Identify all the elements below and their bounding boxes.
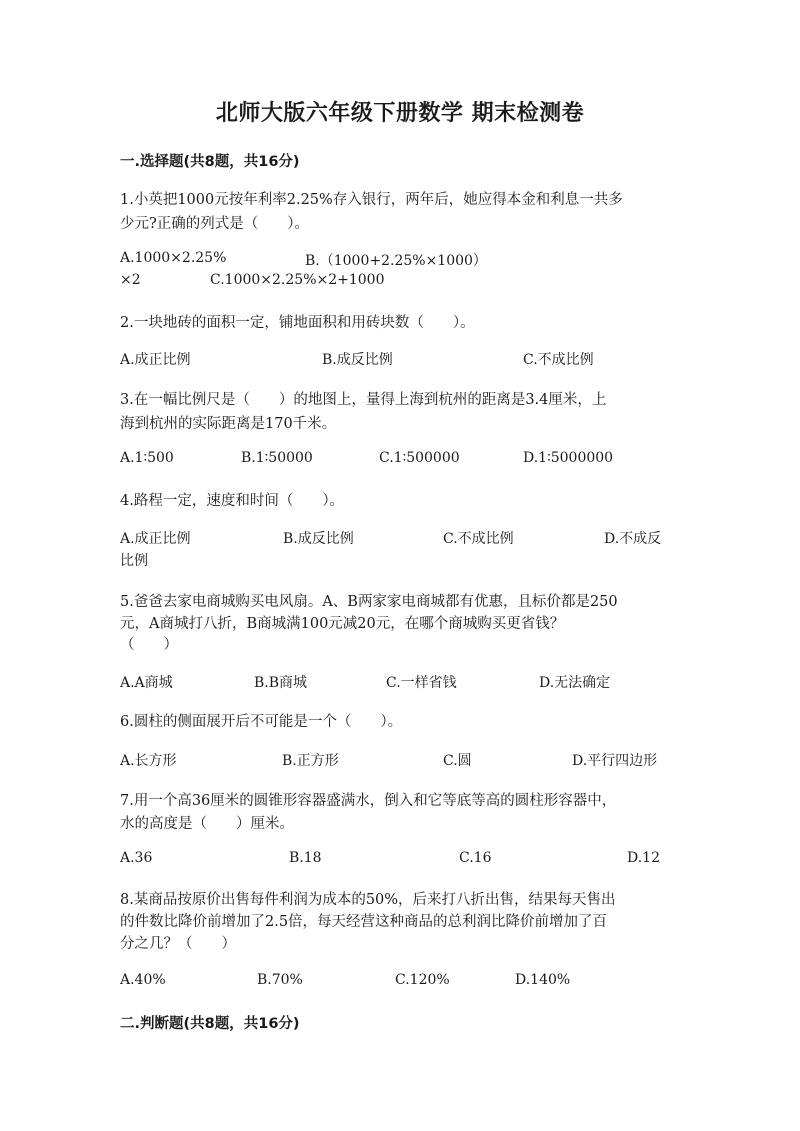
question-7-option-a: A.36 bbox=[120, 850, 153, 866]
question-2-line-1: 2.一块地砖的面积一定，铺地面积和用砖块数（ ）。 bbox=[120, 315, 475, 331]
question-4-option-d-cont: 比例 bbox=[120, 553, 148, 569]
question-1-option-c: C.1000×2.25%×2+1000 bbox=[210, 272, 385, 288]
question-8-line-1: 8.某商品按原价出售每件利润为成本的50%，后来打八折出售，结果每天售出 bbox=[120, 892, 616, 908]
question-5-line-1: 5.爸爸去家电商城购买电风扇。A、B两家家电商城都有优惠，且标价都是250 bbox=[120, 594, 618, 610]
question-8-line-3: 分之几？（ ） bbox=[120, 936, 236, 952]
question-2-option-a: A.成正比例 bbox=[120, 352, 191, 368]
question-1-option-b-cont: ×2 bbox=[120, 272, 141, 288]
question-3-line-2: 海到杭州的实际距离是170千米。 bbox=[120, 416, 337, 432]
question-8-option-b: B.70% bbox=[257, 972, 303, 988]
question-4-option-d: D.不成反 bbox=[604, 531, 662, 547]
question-3-option-b: B.1∶50000 bbox=[241, 450, 313, 466]
question-2-option-b: B.成反比例 bbox=[322, 352, 393, 368]
question-7-line-1: 7.用一个高36厘米的圆锥形容器盛满水，倒入和它等底等高的圆柱形容器中， bbox=[120, 793, 617, 809]
question-6-line-1: 6.圆柱的侧面展开后不可能是一个（ ）。 bbox=[120, 714, 403, 730]
question-3-option-a: A.1∶500 bbox=[120, 450, 174, 466]
question-4-line-1: 4.路程一定，速度和时间（ ）。 bbox=[120, 493, 345, 509]
question-1-option-a: A.1000×2.25% bbox=[120, 250, 227, 266]
question-3-line-1: 3.在一幅比例尺是（ ）的地图上，量得上海到杭州的距离是3.4厘米，上 bbox=[120, 392, 607, 408]
question-5-option-a: A.A商城 bbox=[120, 675, 173, 691]
question-1-option-b: B.（1000+2.25%×1000） bbox=[305, 253, 487, 269]
section-heading-choice: 一.选择题(共8题，共16分) bbox=[120, 154, 300, 170]
question-4-option-a: A.成正比例 bbox=[120, 531, 191, 547]
question-5-option-c: C.一样省钱 bbox=[386, 675, 457, 691]
question-6-option-b: B.正方形 bbox=[282, 753, 339, 769]
question-4-option-c: C.不成比例 bbox=[443, 531, 514, 547]
question-3-option-c: C.1∶500000 bbox=[379, 450, 460, 466]
question-5-line-3: （ ） bbox=[120, 637, 178, 653]
question-6-option-a: A.长方形 bbox=[120, 753, 177, 769]
question-6-option-c: C.圆 bbox=[443, 753, 472, 769]
question-1-line-2: 少元?正确的列式是（ ）。 bbox=[120, 216, 310, 232]
question-8-line-2: 的件数比降价前增加了2.5倍，每天经营这种商品的总利润比降价前增加了百 bbox=[120, 914, 608, 930]
question-6-option-d: D.平行四边形 bbox=[572, 753, 658, 769]
question-5-line-2: 元，A商城打八折，B商城满100元减20元，在哪个商城购买更省钱？ bbox=[120, 616, 565, 632]
question-5-option-d: D.无法确定 bbox=[539, 675, 611, 691]
question-7-option-d: D.12 bbox=[627, 850, 660, 866]
question-2-option-c: C.不成比例 bbox=[523, 352, 594, 368]
question-1-line-1: 1.小英把1000元按年利率2.25%存入银行，两年后，她应得本金和利息一共多 bbox=[120, 192, 623, 208]
question-8-option-d: D.140% bbox=[515, 972, 571, 988]
question-8-option-c: C.120% bbox=[395, 972, 450, 988]
question-5-option-b: B.B商城 bbox=[254, 675, 308, 691]
question-4-option-b: B.成反比例 bbox=[283, 531, 354, 547]
question-7-option-b: B.18 bbox=[289, 850, 322, 866]
question-7-line-2: 水的高度是（ ）厘米。 bbox=[120, 816, 294, 832]
page-title: 北师大版六年级下册数学 期末检测卷 bbox=[215, 101, 585, 126]
question-7-option-c: C.16 bbox=[459, 850, 492, 866]
question-3-option-d: D.1∶5000000 bbox=[523, 450, 614, 466]
section-heading-judgement: 二.判断题(共8题，共16分) bbox=[120, 1016, 300, 1032]
question-8-option-a: A.40% bbox=[120, 972, 166, 988]
